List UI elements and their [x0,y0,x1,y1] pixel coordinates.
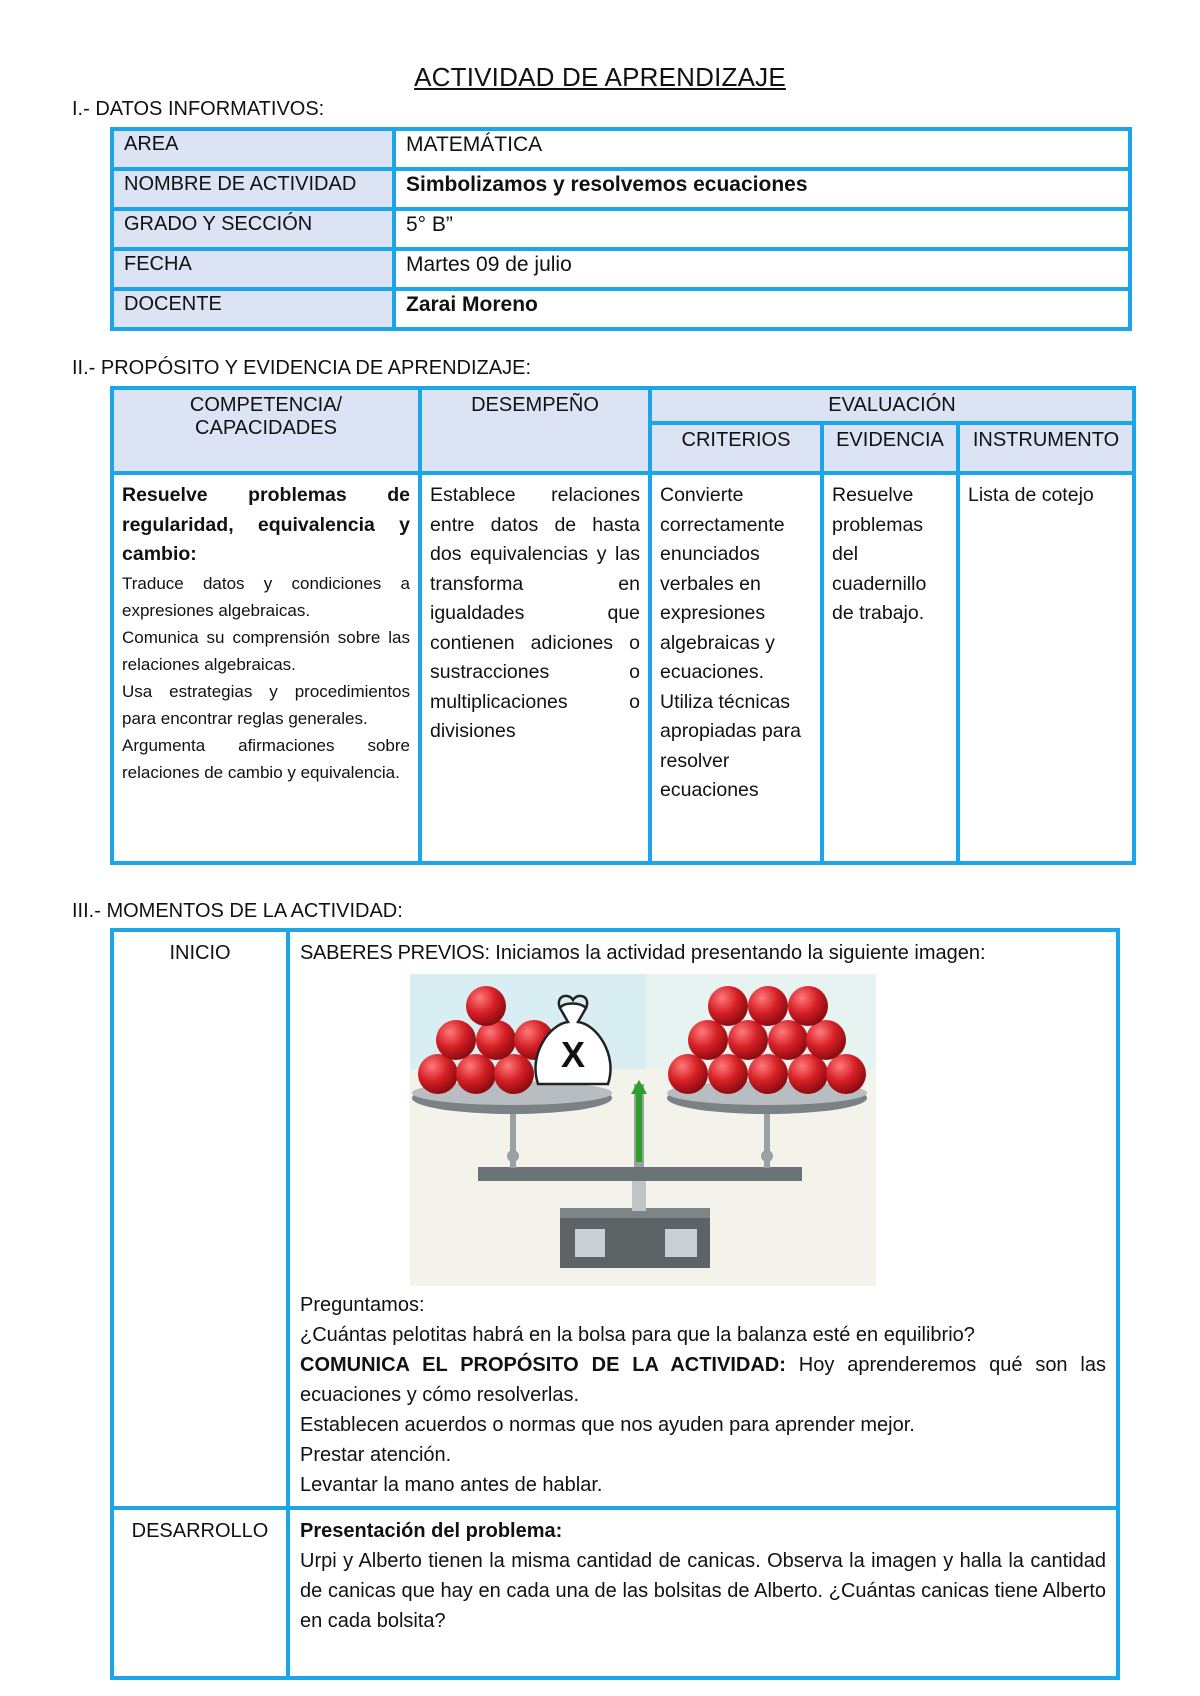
capacidad-item: Argumenta afirmaciones sobre relaciones de cambio y equivalencia. [122,735,410,782]
problema-label: Presentación del problema: [300,1520,563,1542]
teacher-value: Zarai Moreno [394,289,1130,329]
area-value: MATEMÁTICA [394,129,1130,169]
table-row [112,129,1130,169]
datos-table [110,127,1132,331]
momentos-table [110,928,1120,1680]
header-criterios: CRITERIOS [650,423,822,473]
saberes-line [300,938,1106,968]
page-title: ACTIVIDAD DE APRENDIZAJE [414,62,786,92]
section-heading-datos: I.- DATOS INFORMATIVOS: [72,98,325,120]
grade-value: 5° B” [394,209,1130,249]
header-evaluacion: EVALUACIÓN [650,388,1134,423]
criterios-cell: Convierte correctamente enunciados verbales en expresiones algebraicas y ecuaciones. Utiliza técnicas apropiadas para resolver ecuaciones [650,473,822,863]
proposito-label: COMUNICA EL PROPÓSITO DE LA ACTIVIDAD: [300,1354,786,1376]
proposito-table [110,386,1136,865]
capacidad-item: Comunica su comprensión sobre las relaciones algebraicas. [122,627,410,674]
saberes-text: Iniciamos la actividad presentando la siguiente imagen: [495,942,986,964]
capacidad-item: Traduce datos y condiciones a expresiones algebraicas. [122,573,410,620]
teacher-label: DOCENTE [112,289,394,329]
area-label: AREA [112,129,394,169]
inicio-cell [288,930,1118,1508]
desarrollo-label: DESARROLLO [112,1508,288,1678]
table-row [112,249,1130,289]
bag-variable-label: X [560,1034,586,1075]
table-row [112,209,1130,249]
table-row [112,169,1130,209]
desempeno-cell: Establece relaciones entre datos de hasta dos equivalencias y las transforma en igualdades que contienen adiciones o sustracciones o multiplicaciones o divisiones [420,473,650,863]
header-desempeno: DESEMPEÑO [420,388,650,473]
desarrollo-cell [288,1508,1118,1678]
competencia-cell [112,473,420,863]
header-evidencia: EVIDENCIA [822,423,958,473]
preguntamos-label: Preguntamos: [300,1294,425,1316]
saberes-label: SABERES PREVIOS: [300,942,490,964]
activity-name-label: NOMBRE DE ACTIVIDAD [112,169,394,209]
acuerdos-text: Establecen acuerdos o normas que nos ayuden para aprender mejor. [300,1414,915,1436]
norma-item: Levantar la mano antes de hablar. [300,1474,603,1496]
table-row [112,289,1130,329]
grade-label: GRADO Y SECCIÓN [112,209,394,249]
problema-text: Urpi y Alberto tienen la misma cantidad de canicas. Observa la imagen y halla la cantidad de canicas que hay en cada una de las bolsitas de Alberto. ¿Cuántas canicas tiene Alberto en cada bolsita? [300,1550,1106,1632]
balance-scale-illustration [410,974,876,1286]
section-heading-proposito: II.- PROPÓSITO Y EVIDENCIA DE APRENDIZAJE: [72,357,532,379]
header-instrumento: INSTRUMENTO [958,423,1134,473]
balance-scale-image [410,974,876,1286]
norma-item: Prestar atención. [300,1444,452,1466]
activity-name-value: Simbolizamos y resolvemos ecuaciones [394,169,1130,209]
proposito-text: Hoy aprenderemos qué son las ecuaciones y cómo resolverlas. [300,1354,1107,1406]
date-value: Martes 09 de julio [394,249,1130,289]
evidencia-cell: Resuelve problemas del cuadernillo de trabajo. [822,473,958,863]
inicio-label: INICIO [112,930,288,1508]
proposito-paragraph [300,1350,1106,1410]
date-label: FECHA [112,249,394,289]
competencia-title: Resuelve problemas de regularidad, equivalencia y cambio: [122,484,410,565]
pregunta-text: ¿Cuántas pelotitas habrá en la bolsa para que la balanza esté en equilibrio? [300,1324,975,1346]
capacidad-item: Usa estrategias y procedimientos para encontrar reglas generales. [122,681,410,728]
section-heading-momentos: III.- MOMENTOS DE LA ACTIVIDAD: [72,900,403,922]
instrumento-cell: Lista de cotejo [958,473,1134,863]
header-competencia: COMPETENCIA/ CAPACIDADES [112,388,420,473]
